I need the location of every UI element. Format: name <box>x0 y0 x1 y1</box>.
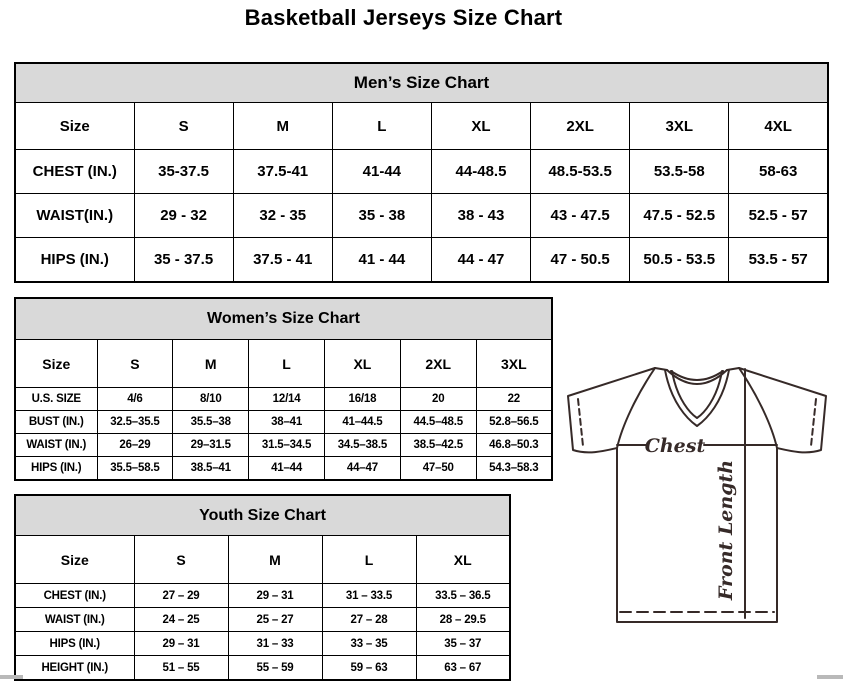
cell: 44-48.5 <box>431 150 530 194</box>
cell: 52.8–56.5 <box>476 411 552 434</box>
cell: 4/6 <box>97 388 173 411</box>
cell: 32 - 35 <box>233 194 332 238</box>
cell: 52.5 - 57 <box>729 194 828 238</box>
row-label: HEIGHT (IN.) <box>15 656 134 681</box>
row-label: WAIST (IN.) <box>15 434 97 457</box>
table-row <box>15 194 828 238</box>
jersey-collar <box>667 370 727 384</box>
col-header: Size <box>15 340 97 388</box>
col-header: XL <box>324 340 400 388</box>
col-header: M <box>228 536 322 584</box>
row-label: HIPS (IN.) <box>15 457 97 481</box>
cell: 53.5 - 57 <box>729 238 828 283</box>
cell: 22 <box>476 388 552 411</box>
table-row <box>15 388 552 411</box>
cell: 35.5–38 <box>173 411 249 434</box>
cell: 38.5–41 <box>173 457 249 481</box>
womens-size-chart-table <box>14 297 553 481</box>
jersey-measurement-diagram-icon <box>552 358 842 630</box>
mens-table-title: Men’s Size Chart <box>15 63 828 103</box>
page-title: Basketball Jerseys Size Chart <box>244 5 563 30</box>
cell: 25 – 27 <box>228 608 322 632</box>
youth-header-row <box>15 536 510 584</box>
row-label: HIPS (IN.) <box>15 238 134 283</box>
row-label: HIPS (IN.) <box>15 632 134 656</box>
cell: 44.5–48.5 <box>400 411 476 434</box>
cell: 35 - 37.5 <box>134 238 233 283</box>
jersey-outline <box>568 368 826 622</box>
cell: 35.5–58.5 <box>97 457 173 481</box>
col-header: Size <box>15 103 134 150</box>
table-row <box>15 434 552 457</box>
cell: 29–31.5 <box>173 434 249 457</box>
cell: 54.3–58.3 <box>476 457 552 481</box>
horizontal-scrollbar-fragment-left[interactable] <box>0 675 23 679</box>
cell: 47–50 <box>400 457 476 481</box>
cell: 28 – 29.5 <box>416 608 510 632</box>
cell: 55 – 59 <box>228 656 322 681</box>
cell: 53.5-58 <box>630 150 729 194</box>
cell: 41-44 <box>332 150 431 194</box>
cell: 31.5–34.5 <box>249 434 325 457</box>
cell: 33 – 35 <box>322 632 416 656</box>
cell: 35 - 38 <box>332 194 431 238</box>
col-header: L <box>249 340 325 388</box>
cell: 31 – 33 <box>228 632 322 656</box>
row-label: WAIST(IN.) <box>15 194 134 238</box>
youth-table-title: Youth Size Chart <box>15 495 510 536</box>
womens-table-title: Women’s Size Chart <box>15 298 552 340</box>
col-header: L <box>322 536 416 584</box>
col-header: 3XL <box>476 340 552 388</box>
col-header: L <box>332 103 431 150</box>
col-header: XL <box>416 536 510 584</box>
table-row <box>15 150 828 194</box>
cell: 38 - 43 <box>431 194 530 238</box>
cell: 33.5 – 36.5 <box>416 584 510 608</box>
cell: 37.5-41 <box>233 150 332 194</box>
cell: 44–47 <box>324 457 400 481</box>
col-header: 2XL <box>400 340 476 388</box>
horizontal-scrollbar-fragment-right[interactable] <box>817 675 843 679</box>
col-header: M <box>233 103 332 150</box>
col-header: S <box>97 340 173 388</box>
cell: 29 - 32 <box>134 194 233 238</box>
cell: 41 - 44 <box>332 238 431 283</box>
front-length-label: Front Length <box>715 459 737 601</box>
cell: 27 – 29 <box>134 584 228 608</box>
cell: 24 – 25 <box>134 608 228 632</box>
youth-size-chart-table <box>14 494 511 681</box>
mens-header-row <box>15 103 828 150</box>
cuff-stitch-right <box>811 399 816 446</box>
row-label: CHEST (IN.) <box>15 584 134 608</box>
cell: 27 – 28 <box>322 608 416 632</box>
col-header: 2XL <box>531 103 630 150</box>
cell: 37.5 - 41 <box>233 238 332 283</box>
cell: 41–44.5 <box>324 411 400 434</box>
mens-size-chart-table <box>14 62 829 283</box>
col-header: M <box>173 340 249 388</box>
cell: 47.5 - 52.5 <box>630 194 729 238</box>
cell: 20 <box>400 388 476 411</box>
cell: 26–29 <box>97 434 173 457</box>
cell: 44 - 47 <box>431 238 530 283</box>
table-row <box>15 656 510 681</box>
row-label: U.S. SIZE <box>15 388 97 411</box>
cell: 46.8–50.3 <box>476 434 552 457</box>
row-label: BUST (IN.) <box>15 411 97 434</box>
cell: 38–41 <box>249 411 325 434</box>
table-row <box>15 584 510 608</box>
row-label: WAIST (IN.) <box>15 608 134 632</box>
col-header: S <box>134 103 233 150</box>
cell: 16/18 <box>324 388 400 411</box>
cell: 47 - 50.5 <box>531 238 630 283</box>
col-header: S <box>134 536 228 584</box>
cuff-stitch-left <box>578 399 583 446</box>
chest-label: Chest <box>644 435 706 457</box>
cell: 35 – 37 <box>416 632 510 656</box>
cell: 32.5–35.5 <box>97 411 173 434</box>
cell: 31 – 33.5 <box>322 584 416 608</box>
cell: 63 – 67 <box>416 656 510 681</box>
cell: 29 – 31 <box>134 632 228 656</box>
table-row <box>15 608 510 632</box>
cell: 59 – 63 <box>322 656 416 681</box>
col-header: 4XL <box>729 103 828 150</box>
cell: 50.5 - 53.5 <box>630 238 729 283</box>
table-row <box>15 457 552 481</box>
row-label: CHEST (IN.) <box>15 150 134 194</box>
cell: 34.5–38.5 <box>324 434 400 457</box>
table-row <box>15 238 828 283</box>
cell: 51 – 55 <box>134 656 228 681</box>
cell: 29 – 31 <box>228 584 322 608</box>
col-header: 3XL <box>630 103 729 150</box>
cell: 48.5-53.5 <box>531 150 630 194</box>
table-row <box>15 411 552 434</box>
cell: 38.5–42.5 <box>400 434 476 457</box>
cell: 41–44 <box>249 457 325 481</box>
col-header: XL <box>431 103 530 150</box>
table-row <box>15 632 510 656</box>
cell: 8/10 <box>173 388 249 411</box>
cell: 58-63 <box>729 150 828 194</box>
womens-header-row <box>15 340 552 388</box>
cell: 12/14 <box>249 388 325 411</box>
cell: 35-37.5 <box>134 150 233 194</box>
col-header: Size <box>15 536 134 584</box>
cell: 43 - 47.5 <box>531 194 630 238</box>
